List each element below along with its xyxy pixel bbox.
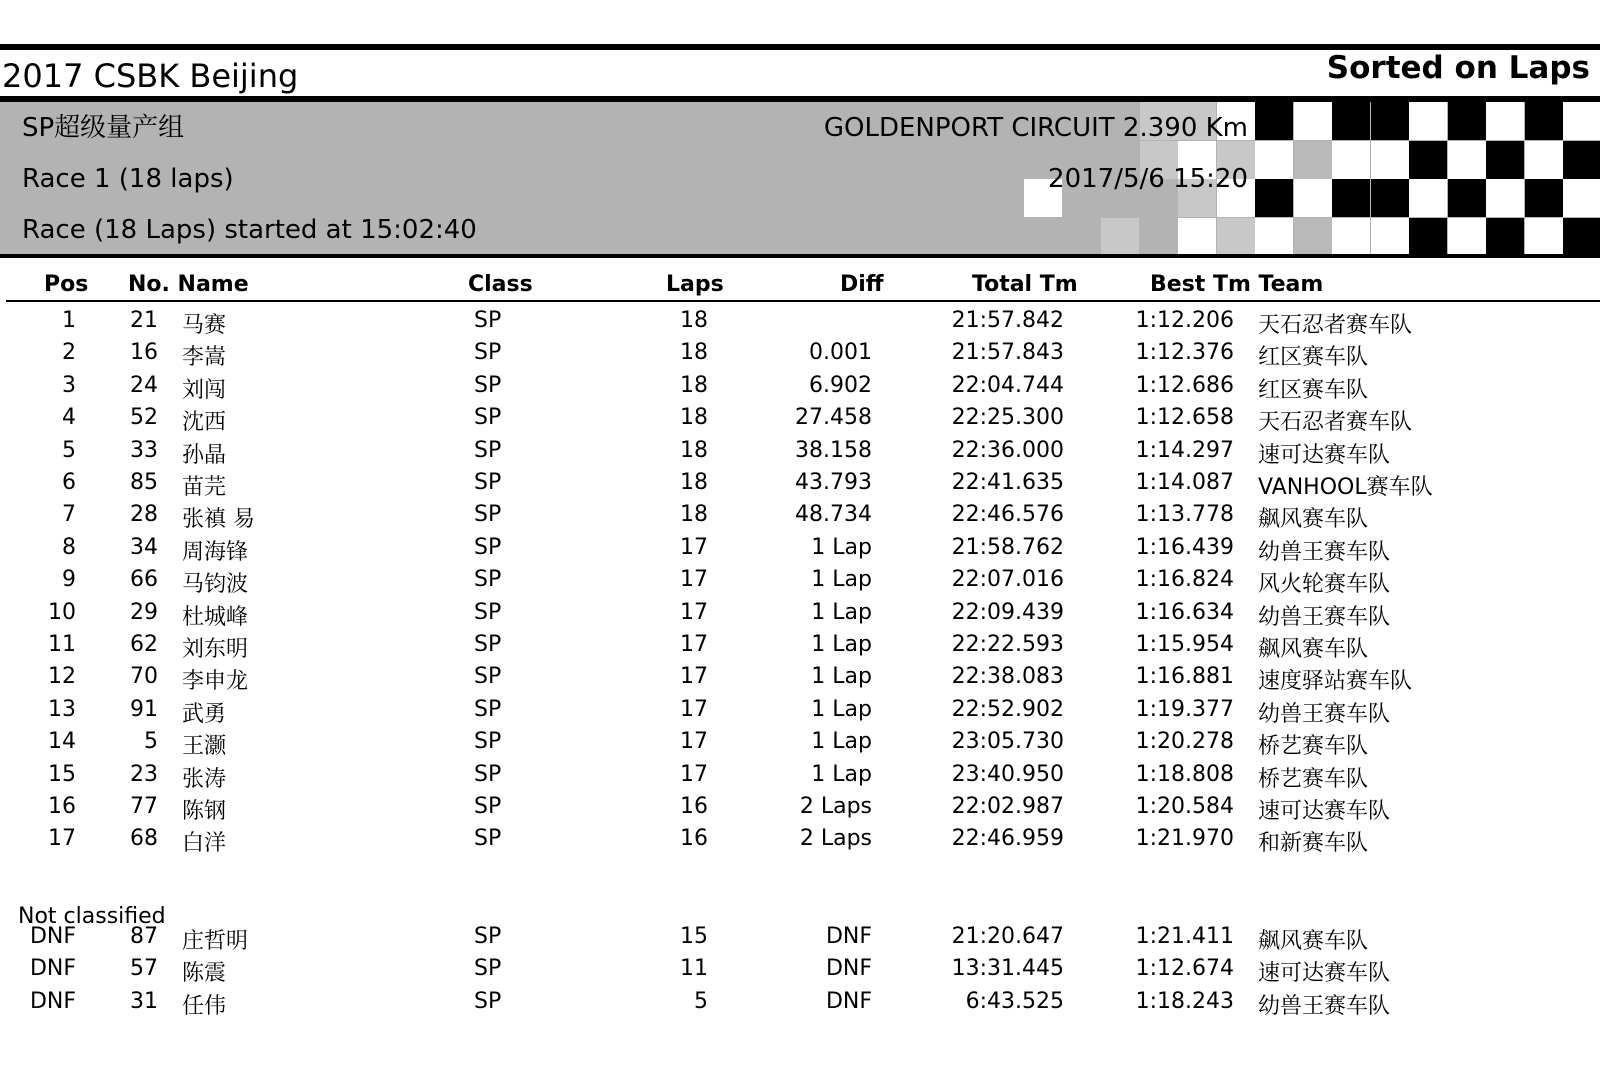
cell-pos: 9: [62, 567, 76, 593]
flag-square: [1448, 179, 1486, 217]
flag-square: [1371, 102, 1409, 140]
cell-total: 6:43.525: [965, 988, 1064, 1014]
table-row: [0, 563, 1600, 598]
flag-square: [1409, 102, 1447, 140]
cell-laps: 17: [680, 632, 708, 657]
cell-cls: SP: [474, 761, 502, 787]
cell-no: 70: [130, 664, 158, 690]
cell-name: 李嵩: [182, 345, 227, 371]
cell-cls: SP: [474, 632, 502, 657]
cell-total: 22:22.593: [951, 632, 1064, 657]
cell-name: 刘闯: [182, 377, 227, 403]
flag-square: [1409, 218, 1447, 255]
cell-diff: 6.902: [809, 372, 872, 398]
cell-cls: SP: [474, 437, 502, 463]
circuit-name: GOLDENPORT CIRCUIT 2.390 Km: [823, 113, 1248, 143]
flag-square: [1486, 218, 1524, 255]
table-row: [0, 596, 1600, 628]
cell-best: 1:21.970: [1135, 826, 1234, 852]
cell-team: 红区赛车队: [1258, 345, 1369, 371]
cell-no: 68: [130, 826, 158, 852]
table-row: [0, 369, 1600, 401]
cell-best: 1:12.686: [1135, 372, 1234, 398]
cell-laps: 16: [680, 794, 708, 819]
table-row: [0, 304, 1600, 336]
cell-cls: SP: [474, 794, 502, 819]
cell-diff: 1 Lap: [811, 664, 872, 690]
cell-laps: 16: [680, 826, 708, 852]
cell-total: 22:04.744: [951, 372, 1064, 398]
flag-square: [1409, 141, 1447, 179]
cell-diff: 1 Lap: [811, 567, 872, 593]
cell-laps: 18: [680, 340, 708, 366]
cell-laps: 17: [680, 729, 708, 755]
cell-no: 77: [130, 794, 158, 819]
cell-no: 66: [130, 567, 158, 593]
cell-name: 沈西: [182, 410, 227, 436]
cell-team: 风火轮赛车队: [1258, 572, 1391, 598]
cell-no: 16: [130, 340, 158, 366]
cell-laps: 18: [680, 470, 708, 495]
race-info-panel: [0, 102, 1600, 254]
flag-square: [1371, 179, 1409, 217]
race-name: Race 1 (18 laps): [22, 164, 234, 194]
table-row: [0, 758, 1600, 790]
flag-square: [1255, 218, 1293, 255]
cell-total: 22:38.083: [951, 664, 1064, 690]
cell-diff: 1 Lap: [811, 696, 872, 722]
flag-square: [1255, 141, 1293, 179]
cell-cls: SP: [474, 988, 502, 1014]
cell-team: 红区赛车队: [1258, 377, 1369, 403]
cell-total: 21:58.762: [951, 534, 1064, 560]
cell-cls: SP: [474, 729, 502, 755]
cell-cls: SP: [474, 405, 502, 431]
cell-best: 1:16.634: [1135, 599, 1234, 625]
table-row: [0, 790, 1600, 822]
cell-cls: SP: [474, 599, 502, 625]
cell-name: 李申龙: [182, 669, 249, 695]
cell-cls: SP: [474, 340, 502, 366]
cell-cls: SP: [474, 502, 502, 528]
table-row: [0, 401, 1600, 436]
cell-name: 王灏: [182, 734, 227, 760]
cell-total: 22:46.959: [951, 826, 1064, 852]
cell-total: 22:09.439: [951, 599, 1064, 625]
flag-square: [1294, 218, 1332, 255]
cell-name: 杜城峰: [182, 604, 249, 630]
cell-best: 1:16.824: [1135, 567, 1234, 593]
flag-square: [1448, 141, 1486, 179]
cell-no: 29: [130, 599, 158, 625]
cell-pos: 8: [62, 534, 76, 560]
cell-diff: 1 Lap: [811, 761, 872, 787]
cell-diff: 43.793: [795, 470, 872, 495]
cell-name: 苗芫: [182, 475, 227, 500]
cell-team: 桥艺赛车队: [1258, 766, 1369, 792]
cell-pos: 14: [48, 729, 76, 755]
cell-pos: 16: [48, 794, 76, 819]
table-row: [0, 985, 1600, 1017]
table-row: [0, 434, 1600, 466]
table-row: [0, 822, 1600, 857]
cell-team: 飙风赛车队: [1258, 507, 1369, 533]
cell-laps: 17: [680, 696, 708, 722]
cell-pos: 1: [62, 308, 76, 333]
cell-diff: 38.158: [795, 437, 872, 463]
cell-best: 1:20.278: [1135, 729, 1234, 755]
cell-cls: SP: [474, 924, 502, 949]
cell-laps: 18: [680, 405, 708, 431]
flag-square: [1294, 179, 1332, 217]
cell-best: 1:12.658: [1135, 405, 1234, 431]
cell-diff: DNF: [825, 988, 872, 1014]
flag-square: [1448, 218, 1486, 255]
flag-square: [1371, 218, 1409, 255]
cell-team: 桥艺赛车队: [1258, 734, 1369, 760]
cell-best: 1:12.206: [1135, 308, 1234, 333]
cell-pos: 5: [62, 437, 76, 463]
cell-name: 任伟: [182, 993, 227, 1019]
cell-no: 5: [144, 729, 158, 755]
cell-best: 1:21.411: [1135, 924, 1234, 949]
cell-no: 87: [130, 924, 158, 949]
table-row: [0, 725, 1600, 760]
cell-pos: 10: [48, 599, 76, 625]
cell-laps: 18: [680, 308, 708, 333]
header-best-team: Best Tm Team: [1150, 272, 1324, 297]
table-row: [0, 660, 1600, 695]
flag-square: [1486, 179, 1524, 217]
cell-no: 34: [130, 534, 158, 560]
cell-laps: 18: [680, 437, 708, 463]
table-row: [0, 693, 1600, 725]
flag-square: [1486, 102, 1524, 140]
cell-cls: SP: [474, 664, 502, 690]
cell-total: 13:31.445: [951, 956, 1064, 982]
cell-diff: 48.734: [795, 502, 872, 528]
cell-pos: 13: [48, 696, 76, 722]
cell-best: 1:18.243: [1135, 988, 1234, 1014]
cell-best: 1:15.954: [1135, 632, 1234, 657]
flag-square: [1525, 102, 1563, 140]
cell-total: 22:46.576: [951, 502, 1064, 528]
cell-cls: SP: [474, 534, 502, 560]
cell-pos: 4: [62, 405, 76, 431]
cell-no: 91: [130, 696, 158, 722]
cell-total: 23:05.730: [951, 729, 1064, 755]
cell-best: 1:14.087: [1135, 470, 1234, 495]
cell-pos: 7: [62, 502, 76, 528]
table-row: [0, 920, 1600, 952]
cell-best: 1:18.808: [1135, 761, 1234, 787]
cell-pos: DNF: [29, 988, 76, 1014]
cell-no: 21: [130, 308, 158, 333]
cell-diff: 1 Lap: [811, 632, 872, 657]
cell-team: 幼兽王赛车队: [1258, 993, 1391, 1019]
header-pos: Pos: [44, 272, 89, 297]
cell-name: 马赛: [182, 313, 227, 338]
cell-team: 飙风赛车队: [1258, 929, 1369, 954]
header-diff: Diff: [840, 272, 884, 297]
cell-total: 22:52.902: [951, 696, 1064, 722]
cell-team: 速可达赛车队: [1258, 799, 1391, 824]
cell-name: 马钧波: [182, 572, 249, 598]
cell-no: 52: [130, 405, 158, 431]
cell-best: 1:16.881: [1135, 664, 1234, 690]
cell-team: 速度驿站赛车队: [1258, 669, 1413, 695]
cell-laps: 17: [680, 599, 708, 625]
cell-diff: DNF: [825, 956, 872, 982]
cell-team: 速可达赛车队: [1258, 442, 1391, 468]
cell-total: 23:40.950: [951, 761, 1064, 787]
cell-cls: SP: [474, 826, 502, 852]
header-total: Total Tm: [972, 272, 1078, 297]
table-row: [0, 336, 1600, 371]
flag-square: [1332, 179, 1370, 217]
flag-square: [1371, 141, 1409, 179]
cell-no: 57: [130, 956, 158, 982]
table-row: [0, 628, 1600, 660]
cell-best: 1:16.439: [1135, 534, 1234, 560]
header-no-name: No. Name: [128, 272, 249, 297]
cell-name: 刘东明: [182, 637, 249, 662]
cell-name: 周海锋: [182, 539, 249, 565]
cell-team: 天石忍者赛车队: [1258, 313, 1413, 338]
cell-team: 飙风赛车队: [1258, 637, 1369, 662]
cell-name: 庄哲明: [182, 929, 249, 954]
cell-name: 武勇: [182, 701, 227, 727]
cell-total: 22:36.000: [951, 437, 1064, 463]
cell-pos: 6: [62, 470, 76, 495]
cell-laps: 18: [680, 502, 708, 528]
cell-best: 1:19.377: [1135, 696, 1234, 722]
cell-name: 孙晶: [182, 442, 227, 468]
cell-name: 张禛 易: [182, 507, 255, 533]
cell-pos: 2: [62, 340, 76, 366]
flag-square: [1332, 102, 1370, 140]
flag-square: [1255, 179, 1293, 217]
cell-pos: 15: [48, 761, 76, 787]
cell-no: 24: [130, 372, 158, 398]
panel-bottom-rule: [0, 254, 1600, 258]
cell-total: 21:57.843: [951, 340, 1064, 366]
cell-diff: 1 Lap: [811, 599, 872, 625]
cell-pos: DNF: [29, 956, 76, 982]
table-row: [0, 498, 1600, 533]
cell-diff: 27.458: [795, 405, 872, 431]
event-title: 2017 CSBK Beijing: [2, 57, 299, 95]
cell-diff: 0.001: [809, 340, 872, 366]
cell-diff: DNF: [825, 924, 872, 949]
cell-best: 1:12.674: [1135, 956, 1234, 982]
header-underline: [6, 300, 1600, 302]
flag-square: [1217, 218, 1255, 255]
cell-pos: 17: [48, 826, 76, 852]
flag-square: [1563, 218, 1600, 255]
cell-laps: 17: [680, 664, 708, 690]
cell-laps: 11: [680, 956, 708, 982]
cell-team: 天石忍者赛车队: [1258, 410, 1413, 436]
cell-cls: SP: [474, 372, 502, 398]
cell-pos: 12: [48, 664, 76, 690]
flag-square: [1525, 141, 1563, 179]
cell-best: 1:12.376: [1135, 340, 1234, 366]
flag-square: [1448, 102, 1486, 140]
cell-team: VANHOOL赛车队: [1258, 475, 1433, 500]
cell-name: 张涛: [182, 766, 227, 792]
header-laps: Laps: [666, 272, 724, 297]
race-start-info: Race (18 Laps) started at 15:02:40: [22, 215, 477, 245]
cell-name: 陈震: [182, 961, 227, 987]
flag-square: [1563, 102, 1600, 140]
cell-laps: 17: [680, 534, 708, 560]
flag-square: [1255, 102, 1293, 140]
cell-no: 62: [130, 632, 158, 657]
cell-team: 幼兽王赛车队: [1258, 604, 1391, 630]
flag-square: [1486, 141, 1524, 179]
cell-name: 陈钢: [182, 799, 227, 824]
flag-square: [1563, 141, 1600, 179]
cell-diff: 2 Laps: [799, 794, 872, 819]
cell-diff: 1 Lap: [811, 534, 872, 560]
table-row: [0, 531, 1600, 563]
cell-cls: SP: [474, 956, 502, 982]
flag-square: [1409, 179, 1447, 217]
sort-label: Sorted on Laps: [1326, 50, 1590, 86]
cell-total: 22:41.635: [951, 470, 1064, 495]
flag-square: [1294, 141, 1332, 179]
cell-total: 21:57.842: [951, 308, 1064, 333]
flag-square: [1332, 218, 1370, 255]
cell-cls: SP: [474, 696, 502, 722]
cell-cls: SP: [474, 470, 502, 495]
cell-team: 幼兽王赛车队: [1258, 539, 1391, 565]
cell-no: 85: [130, 470, 158, 495]
table-row: [0, 952, 1600, 987]
flag-square: [1563, 179, 1600, 217]
flag-square: [1178, 218, 1216, 255]
cell-no: 31: [130, 988, 158, 1014]
cell-cls: SP: [474, 308, 502, 333]
cell-name: 白洋: [182, 831, 227, 857]
class-name: SP超级量产组: [22, 113, 185, 143]
cell-total: 22:25.300: [951, 405, 1064, 431]
cell-laps: 15: [680, 924, 708, 949]
cell-no: 28: [130, 502, 158, 528]
cell-laps: 18: [680, 372, 708, 398]
not-classified-label: Not classified: [18, 904, 166, 929]
flag-square: [1525, 218, 1563, 255]
cell-diff: 1 Lap: [811, 729, 872, 755]
cell-laps: 17: [680, 567, 708, 593]
cell-best: 1:13.778: [1135, 502, 1234, 528]
cell-best: 1:14.297: [1135, 437, 1234, 463]
header-class: Class: [468, 272, 533, 297]
cell-pos: 11: [48, 632, 76, 657]
cell-best: 1:20.584: [1135, 794, 1234, 819]
flag-square: [1294, 102, 1332, 140]
cell-diff: 2 Laps: [799, 826, 872, 852]
cell-pos: 3: [62, 372, 76, 398]
column-headers: [0, 268, 1600, 298]
flag-square: [1101, 218, 1139, 255]
flag-square: [1332, 141, 1370, 179]
cell-laps: 17: [680, 761, 708, 787]
cell-cls: SP: [474, 567, 502, 593]
cell-no: 33: [130, 437, 158, 463]
race-datetime: 2017/5/6 15:20: [1048, 164, 1248, 194]
cell-total: 22:02.987: [951, 794, 1064, 819]
cell-team: 和新赛车队: [1258, 831, 1369, 857]
cell-laps: 5: [694, 988, 708, 1014]
cell-team: 速可达赛车队: [1258, 961, 1391, 987]
cell-total: 22:07.016: [951, 567, 1064, 593]
cell-team: 幼兽王赛车队: [1258, 701, 1391, 727]
cell-pos: DNF: [29, 924, 76, 949]
cell-no: 23: [130, 761, 158, 787]
cell-total: 21:20.647: [951, 924, 1064, 949]
flag-square: [1525, 179, 1563, 217]
table-row: [0, 466, 1600, 498]
